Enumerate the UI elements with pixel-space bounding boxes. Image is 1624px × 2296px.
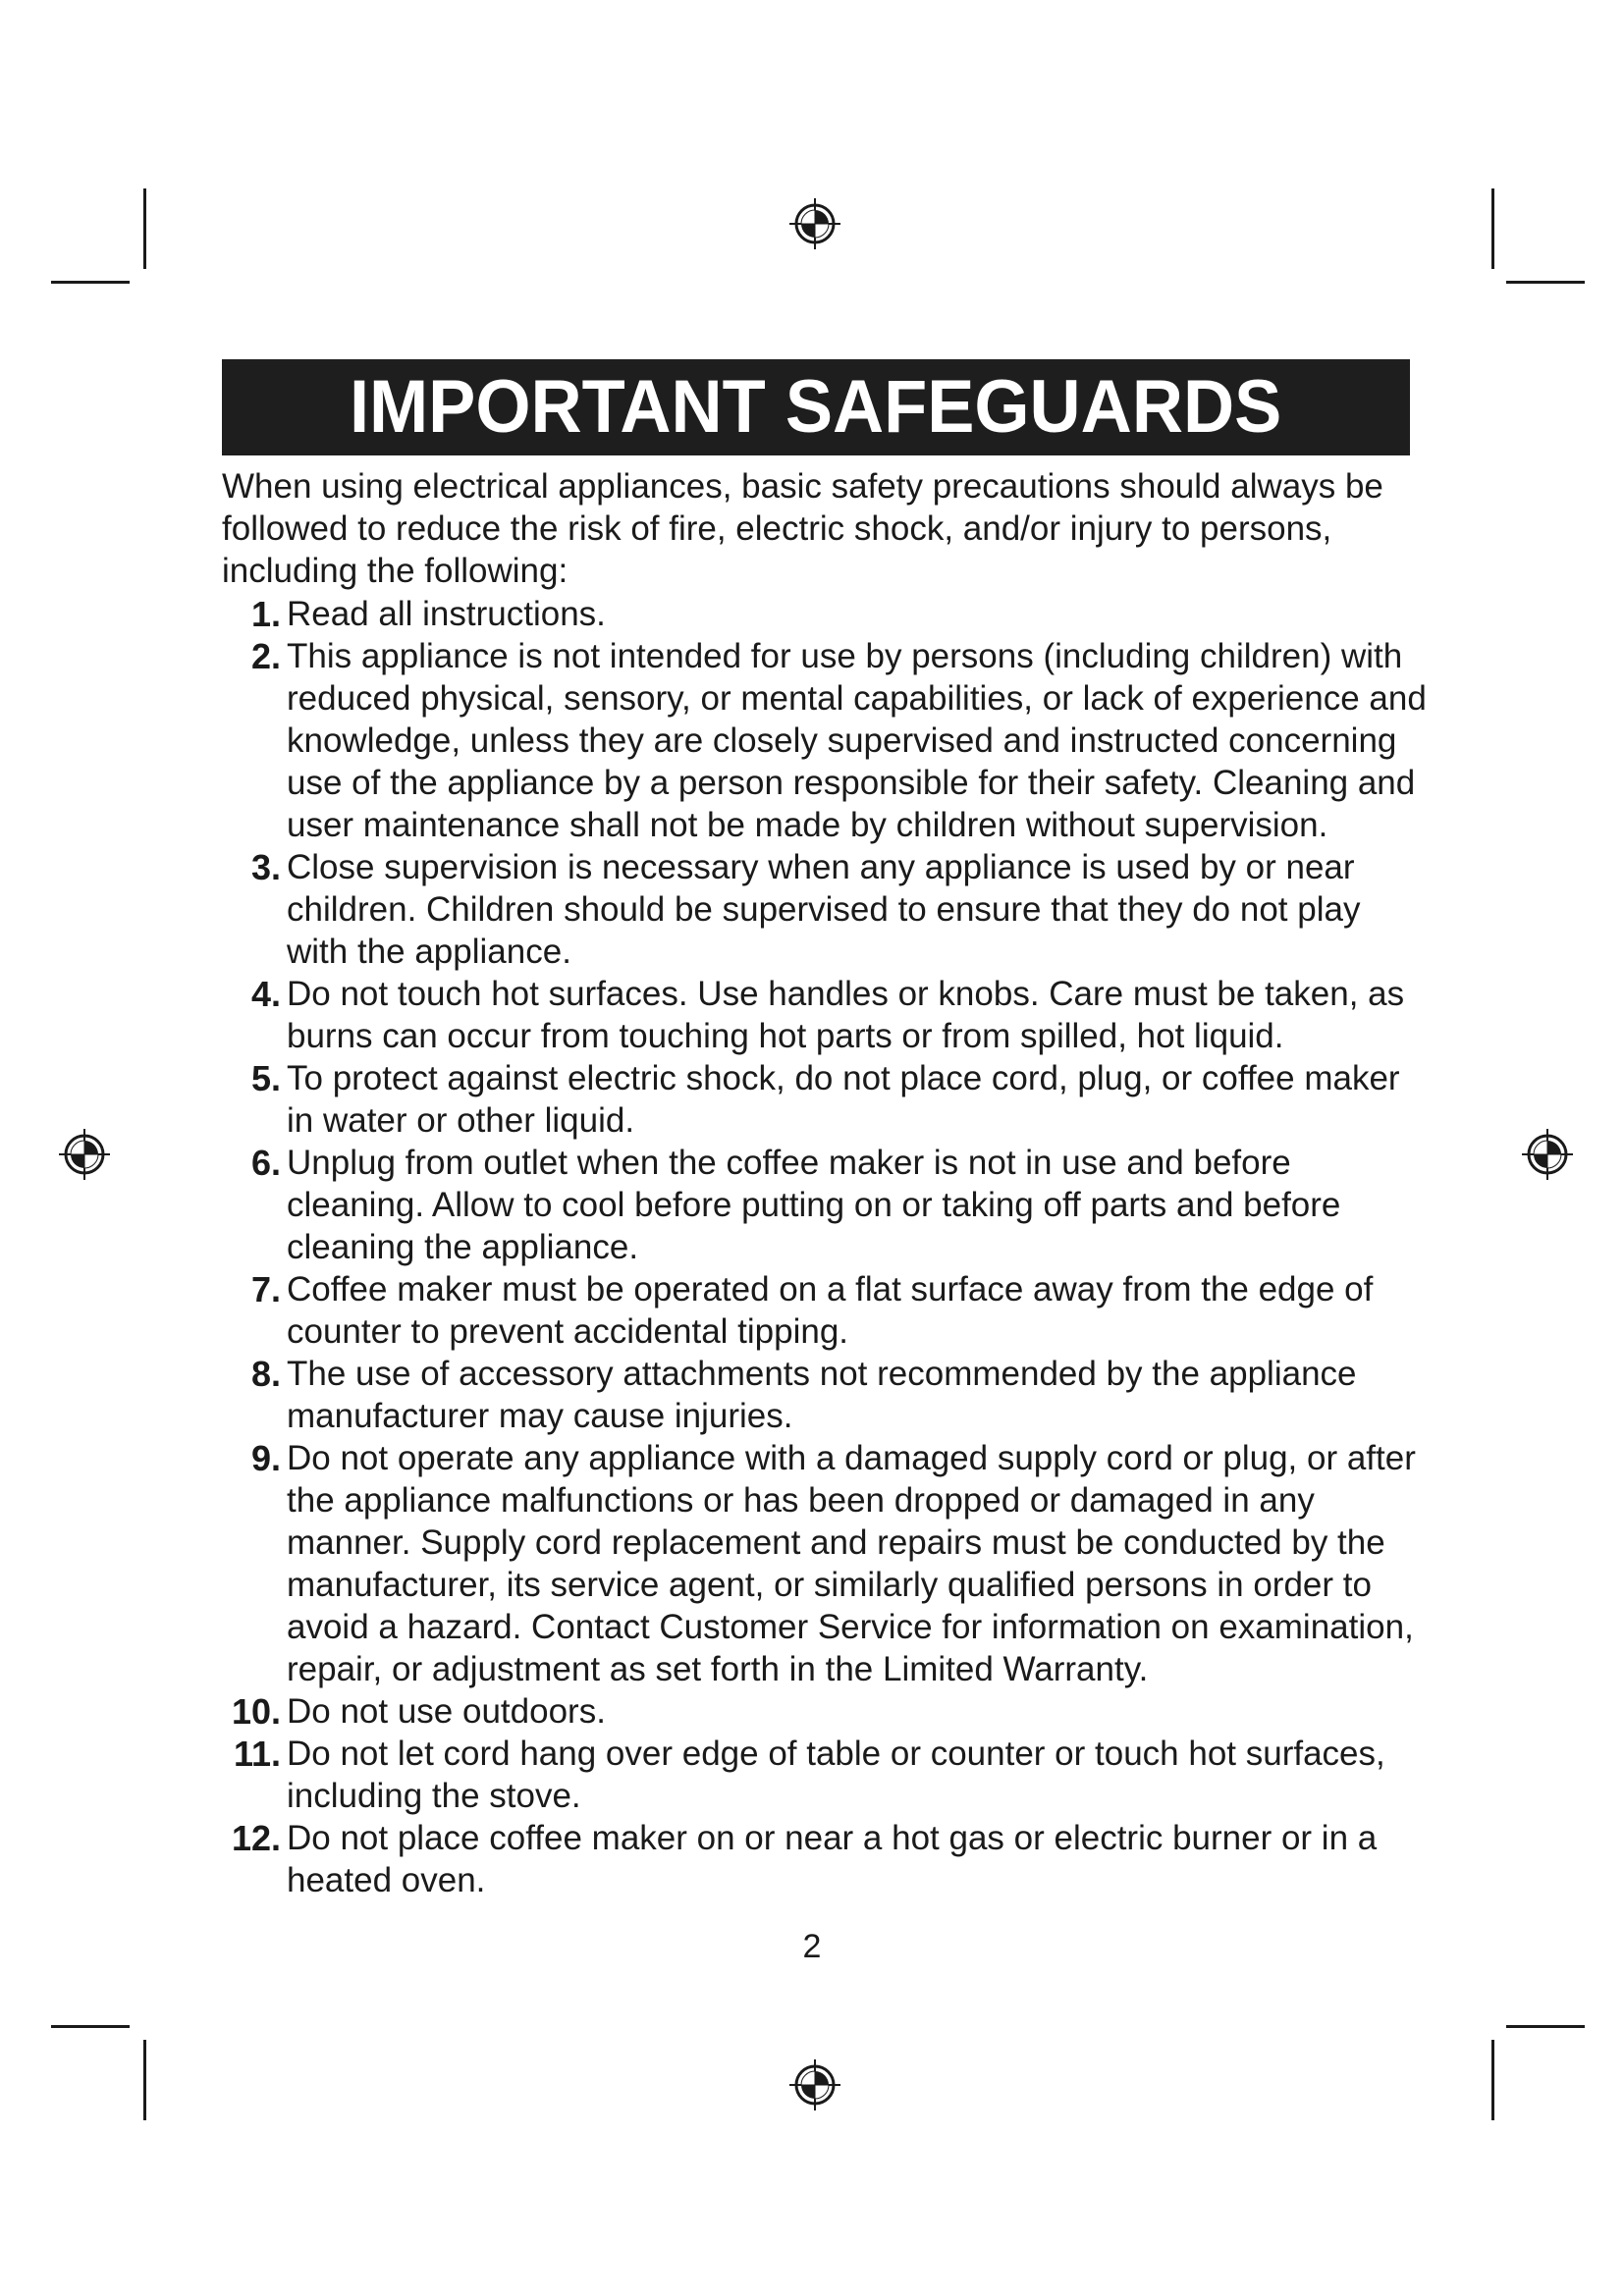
registration-mark-icon [787,2057,842,2112]
crop-mark-bottom-left-vertical [143,2040,146,2120]
registration-mark-icon [787,196,842,251]
item-number: 5. [250,1058,281,1098]
list-item [222,973,1430,1057]
item-text: Do not let cord hang over edge of table or counter or touch hot surfaces, including the stove. [287,1735,1385,1815]
crop-mark-top-left-vertical [143,188,146,269]
item-number: 9. [250,1438,281,1478]
page-number: 2 [802,1928,822,1965]
list-item [222,1057,1430,1142]
list-item [222,1353,1430,1437]
crop-mark-bottom-right-vertical [1491,2040,1494,2120]
item-text: Do not use outdoors. [287,1692,606,1731]
registration-mark-icon [57,1127,112,1182]
list-item [222,635,1430,846]
item-number: 4. [250,974,281,1014]
list-item [222,1690,1430,1733]
item-number: 11. [233,1734,281,1774]
item-text: Unplug from outlet when the coffee maker is not in use and before cleaning. Allow to cool before putting on or taking off parts and before cleaning the appliance. [287,1144,1341,1266]
registration-mark-icon [1520,1127,1575,1182]
item-text: Close supervision is necessary when any appliance is used by or near children. Children should be supervised to ensure that they do not play with the appliance. [287,848,1361,971]
item-number: 1. [250,594,281,634]
item-text: Coffee maker must be operated on a flat surface away from the edge of counter to prevent accidental tipping. [287,1270,1374,1351]
list-item [222,1733,1430,1817]
list-item [222,1437,1430,1690]
page-title: IMPORTANT SAFEGUARDS [350,365,1282,449]
list-item [222,593,1430,635]
crop-mark-top-right-vertical [1491,188,1494,269]
item-number: 6. [250,1143,281,1183]
item-number: 7. [250,1269,281,1309]
item-text: Do not place coffee maker on or near a hot gas or electric burner or in a heated oven. [287,1819,1378,1899]
item-number: 2. [250,636,281,676]
list-item [222,846,1430,973]
crop-mark-top-left-horizontal [51,281,130,284]
safeguards-content [222,465,1430,1901]
item-number: 12. [231,1818,281,1858]
item-text: To protect against electric shock, do not place cord, plug, or coffee maker in water or other liquid. [287,1059,1400,1140]
item-text: Read all instructions. [287,595,606,633]
list-item [222,1268,1430,1353]
crop-mark-top-right-horizontal [1506,281,1585,284]
item-text: Do not operate any appliance with a damaged supply cord or plug, or after the appliance malfunctions or has been dropped or damaged in any manner. Supply cord replacement and repairs must be conducted by the manufacturer, its service agent, or similarly qualified persons in order to avoid a hazard. Contact Customer Service for information on examination, repair, or adjustment as set forth in the Limited Warranty. [287,1439,1416,1688]
list-item [222,1817,1430,1901]
crop-mark-bottom-right-horizontal [1506,2025,1585,2028]
item-text: This appliance is not intended for use by persons (including children) with reduced physical, sensory, or mental capabilities, or lack of experience and knowledge, unless they are closely supervised and instructed concerning use of the appliance by a person responsible for their safety. Cleaning and user maintenance shall not be made by children without supervision. [287,637,1427,844]
item-text: Do not touch hot surfaces. Use handles or knobs. Care must be taken, as burns can occur from touching hot parts or from spilled, hot liquid. [287,975,1405,1055]
safeguards-list [222,593,1430,1901]
item-number: 10. [231,1691,281,1732]
item-number: 3. [250,847,281,887]
item-text: The use of accessory attachments not recommended by the appliance manufacturer may cause injuries. [287,1355,1357,1435]
crop-mark-bottom-left-horizontal [51,2025,130,2028]
item-number: 8. [250,1354,281,1394]
title-banner [222,359,1410,455]
intro-paragraph: When using electrical appliances, basic safety precautions should always be followed to reduce the risk of fire, electric shock, and/or injury to persons, including the following: [222,467,1383,590]
list-item [222,1142,1430,1268]
